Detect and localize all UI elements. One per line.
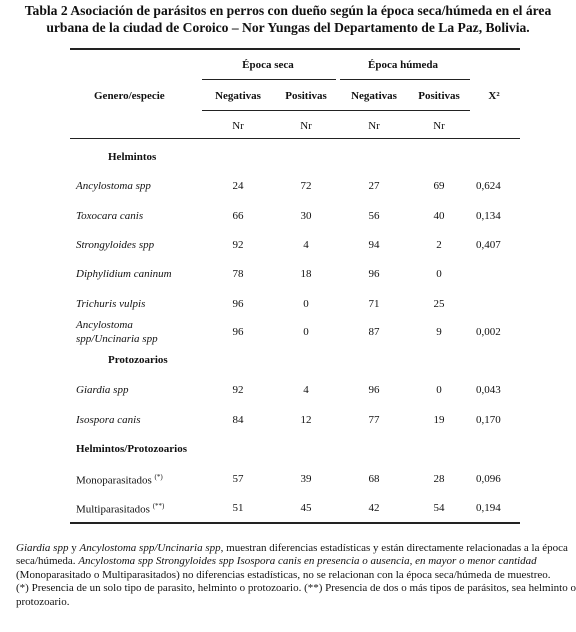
header-genero: Genero/especie xyxy=(94,90,165,102)
section-protozoarios: Protozoarios xyxy=(108,354,168,366)
cell-seca-positivas: 30 xyxy=(300,210,312,222)
title-line-2: urbana de la ciudad de Coroico – Nor Yungas del Departamento de La Paz, Bolivia. xyxy=(46,20,530,35)
header-chi-cuadrado: X² xyxy=(488,90,500,102)
header-bottom-rule xyxy=(70,138,520,139)
nr-label: Nr xyxy=(433,120,445,132)
row-label-monoparasitados: Monoparasitados (*) xyxy=(76,473,163,487)
cell-humeda-positivas: 0 xyxy=(436,268,442,280)
cell-seca-positivas: 39 xyxy=(300,473,312,485)
nr-label: Nr xyxy=(232,120,244,132)
cell-seca-positivas: 4 xyxy=(303,384,309,396)
cell-seca-positivas: 72 xyxy=(300,180,312,192)
header-humeda-negativas: Negativas xyxy=(351,90,397,102)
cell-humeda-negativas: 42 xyxy=(368,502,380,514)
row-label: Isospora canis xyxy=(76,414,141,426)
cell-humeda-negativas: 87 xyxy=(368,326,380,338)
cell-seca-negativas: 57 xyxy=(232,473,244,485)
section-helmintos: Helmintos xyxy=(108,151,157,163)
cell-seca-negativas: 51 xyxy=(232,502,244,514)
cell-humeda-negativas: 56 xyxy=(368,210,380,222)
cell-humeda-positivas: 25 xyxy=(433,298,445,310)
header-humeda-positivas: Positivas xyxy=(418,90,460,102)
header-seca-positivas: Positivas xyxy=(285,90,327,102)
header-seca-negativas: Negativas xyxy=(215,90,261,102)
row-label: Ancylostoma xyxy=(76,319,133,331)
cell-chi: 0,194 xyxy=(476,502,501,514)
cell-seca-positivas: 18 xyxy=(300,268,312,280)
cell-humeda-negativas: 96 xyxy=(368,268,380,280)
cell-humeda-negativas: 94 xyxy=(368,239,380,251)
cell-humeda-positivas: 28 xyxy=(433,473,445,485)
cell-humeda-positivas: 19 xyxy=(433,414,445,426)
cell-humeda-positivas: 40 xyxy=(433,210,445,222)
cell-seca-negativas: 96 xyxy=(232,298,244,310)
cell-seca-positivas: 12 xyxy=(300,414,312,426)
cell-humeda-negativas: 27 xyxy=(368,180,380,192)
header-epoca-humeda: Época húmeda xyxy=(368,59,438,71)
seca-underline xyxy=(202,79,336,80)
cell-seca-negativas: 66 xyxy=(232,210,244,222)
humeda-underline xyxy=(340,79,470,80)
table-title xyxy=(0,2,576,36)
cell-chi: 0,407 xyxy=(476,239,501,251)
cell-seca-negativas: 92 xyxy=(232,384,244,396)
row-label-cont: spp/Uncinaria spp xyxy=(76,333,158,345)
table-top-rule xyxy=(70,48,520,50)
cell-chi: 0,096 xyxy=(476,473,501,485)
table-notes xyxy=(16,542,576,609)
row-label: Diphylidium caninum xyxy=(76,268,172,280)
cell-chi: 0,624 xyxy=(476,180,501,192)
nr-top-rule xyxy=(202,110,470,111)
row-label: Trichuris vulpis xyxy=(76,298,146,310)
cell-humeda-negativas: 96 xyxy=(368,384,380,396)
nr-label: Nr xyxy=(300,120,312,132)
cell-seca-negativas: 78 xyxy=(232,268,244,280)
cell-chi: 0,134 xyxy=(476,210,501,222)
title-line-1: Tabla 2 Asociación de parásitos en perros con dueño según la época seca/húmeda en el área xyxy=(24,3,552,18)
cell-humeda-positivas: 0 xyxy=(436,384,442,396)
note-footnotes: (*) Presencia de un solo tipo de parasito, helminto o protozoario. (**) Presencia de dos o más tipos de parásitos, sea helminto o protozoario. xyxy=(16,582,576,608)
section-helmintos-protozoarios: Helmintos/Protozoarios xyxy=(76,443,187,455)
note-statistics: Giardia spp y Ancylostoma spp/Uncinaria spp, muestran diferencias estadísticas y están directamente relacionadas a la época seca/húmeda. Ancylostoma spp Strongyloides spp Isospora canis en presencia o ausencia, en mayor o menor cantidad (Monoparasitado o Multiparasitados) no diferencias estadísticas, no se relacionan con la época seca/húmeda de muestreo. xyxy=(16,542,568,581)
cell-humeda-negativas: 68 xyxy=(368,473,380,485)
cell-seca-positivas: 4 xyxy=(303,239,309,251)
cell-seca-positivas: 0 xyxy=(303,298,309,310)
cell-seca-negativas: 24 xyxy=(232,180,244,192)
cell-humeda-positivas: 2 xyxy=(436,239,442,251)
cell-humeda-positivas: 69 xyxy=(433,180,445,192)
cell-humeda-negativas: 71 xyxy=(368,298,380,310)
table-bottom-rule xyxy=(70,522,520,524)
row-label: Strongyloides spp xyxy=(76,239,155,251)
cell-humeda-positivas: 9 xyxy=(436,326,442,338)
cell-seca-negativas: 92 xyxy=(232,239,244,251)
row-label: Ancylostoma spp xyxy=(76,180,151,192)
cell-chi: 0,170 xyxy=(476,414,501,426)
row-label: Giardia spp xyxy=(76,384,129,396)
row-label: Toxocara canis xyxy=(76,210,144,222)
cell-seca-positivas: 45 xyxy=(300,502,312,514)
cell-seca-positivas: 0 xyxy=(303,326,309,338)
nr-label: Nr xyxy=(368,120,380,132)
header-epoca-seca: Época seca xyxy=(242,59,294,71)
cell-seca-negativas: 96 xyxy=(232,326,244,338)
cell-humeda-positivas: 54 xyxy=(433,502,445,514)
row-label-multiparasitados: Multiparasitados (**) xyxy=(76,502,165,516)
cell-chi: 0,002 xyxy=(476,326,501,338)
cell-chi: 0,043 xyxy=(476,384,501,396)
cell-seca-negativas: 84 xyxy=(232,414,244,426)
cell-humeda-negativas: 77 xyxy=(368,414,380,426)
